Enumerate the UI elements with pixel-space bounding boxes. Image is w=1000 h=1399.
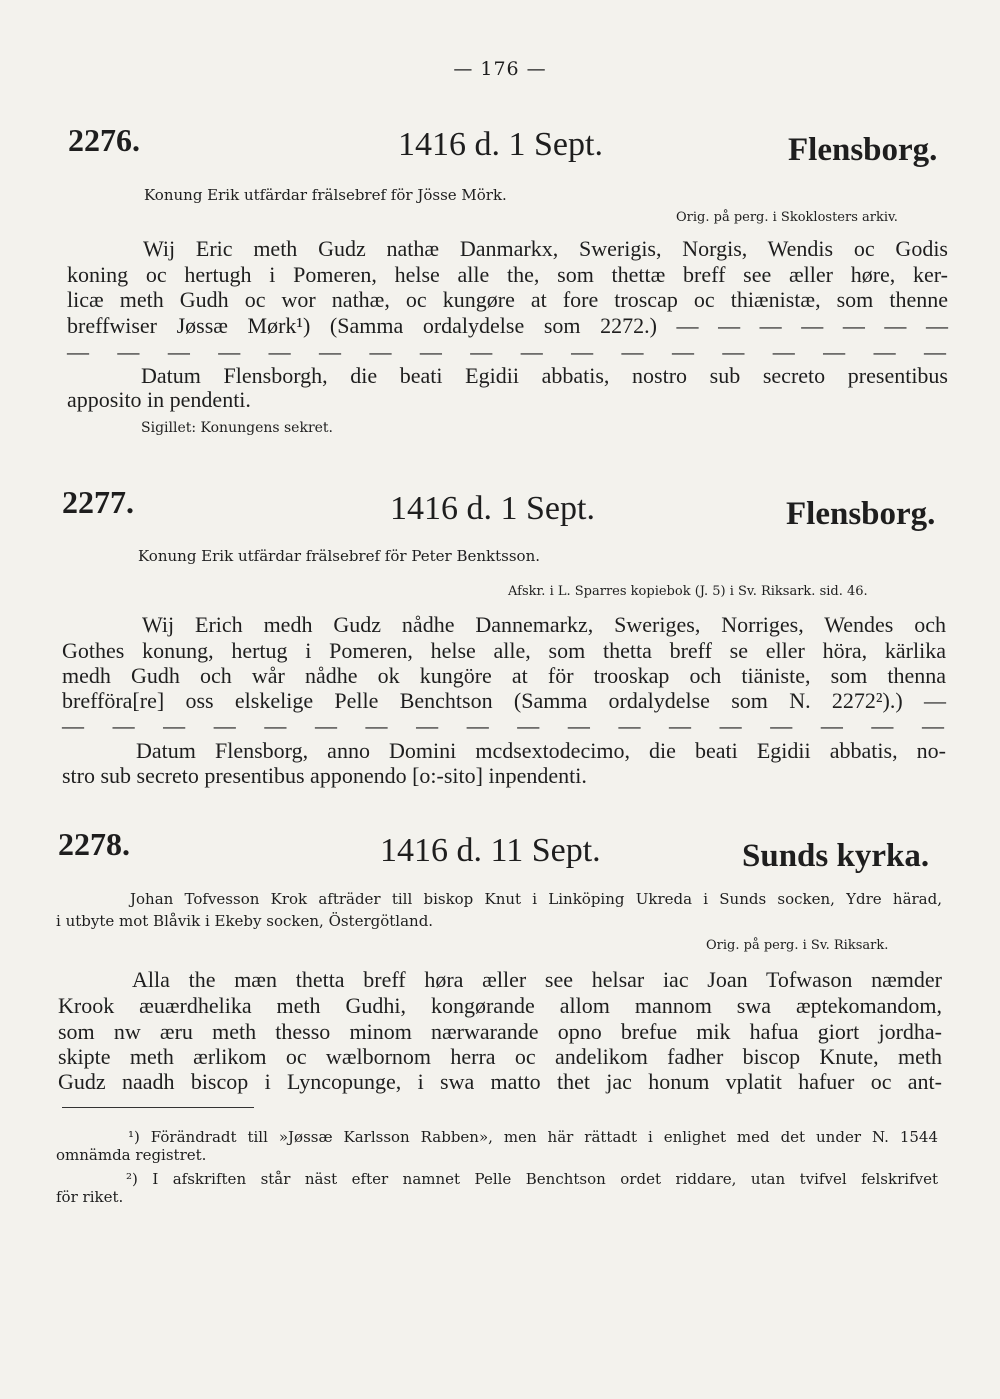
body-line: Datum Flensborg, anno Domini mcdsextodecimo, die beati Egidii abbatis, no- (136, 738, 946, 763)
body-line: apposito in pendenti. (67, 387, 251, 412)
body-line: brefföra[re] oss elskelige Pelle Benchtson (Samma ordalydelse som N. 2272²).) — (62, 688, 946, 713)
entry-date: 1416 d. 1 Sept. (398, 126, 603, 163)
entry-source: Afskr. i L. Sparres kopiebok (J. 5) i Sv. Riksark. sid. 46. (508, 584, 868, 599)
entry-number: 2276. (68, 122, 140, 158)
body-line: breffwiser Jøssæ Mørk¹) (Samma ordalydelse som 2272.) — — — — — — — (67, 313, 948, 338)
body-line: — — — — — — — — — — — — — — — — — — (62, 713, 946, 738)
entry-summary: Konung Erik utfärdar frälsebref för Peter Benktsson. (138, 547, 540, 565)
entry-summary: Konung Erik utfärdar frälsebref för Jösse Mörk. (144, 186, 507, 204)
body-line: Krook æuærdhelika meth Gudhi, kongørande allom mannom swa æptekomandom, (58, 993, 942, 1018)
footnote: ¹) Förändradt till »Jøssæ Karlsson Rabben», men här rättadt i enlighet med det under N. 1544 (128, 1128, 938, 1146)
body-line: Datum Flensborgh, die beati Egidii abbatis, nostro sub secreto presentibus (141, 363, 948, 388)
entry-place: Sunds kyrka. (742, 838, 930, 874)
body-line: — — — — — — — — — — — — — — — — — — (67, 339, 948, 364)
entry-place: Flensborg. (786, 496, 936, 532)
body-line: Wij Erich medh Gudz nådhe Dannemarkz, Sweriges, Norriges, Wendes och (142, 612, 946, 637)
entry-summary: Johan Tofvesson Krok afträder till biskop Knut i Linköping Ukreda i Sunds socken, Ydre härad, (130, 890, 942, 908)
body-line: som nw æru meth thesso minom nærwarande opno brefue mik hafua giort jordha- (58, 1019, 942, 1044)
body-line: stro sub secreto presentibus apponendo [o:-sito] inpendenti. (62, 763, 587, 788)
body-line: skipte meth ærlikom oc wælbornom herra oc andelikom fadher biscop Knute, meth (58, 1044, 942, 1069)
body-line: Wij Eric meth Gudz nathæ Danmarkx, Swerigis, Norgis, Wendis oc Godis (143, 236, 948, 261)
entry-date: 1416 d. 1 Sept. (390, 490, 595, 527)
body-line: Gothes konung, hertug i Pomeren, helse alle, som thetta breff se eller höra, kärlika (62, 638, 946, 663)
entry-date: 1416 d. 11 Sept. (380, 832, 601, 869)
seal-note: Sigillet: Konungens sekret. (141, 420, 334, 436)
page-number: — 176 — (453, 58, 547, 80)
entry-summary: i utbyte mot Blåvik i Ekeby socken, Östergötland. (56, 912, 434, 930)
footnote: för riket. (56, 1188, 124, 1206)
body-line: medh Gudh och wår nådhe ok kungöre at för trooskap och tiäniste, som thenna (62, 663, 946, 688)
body-line: licæ meth Gudh oc wor nathæ, oc kungøre at fore troscap oc thiænistæ, som thenne (67, 287, 948, 312)
body-line: koning oc hertugh i Pomeren, helse alle the, som thettæ breff see æller høre, ker- (67, 262, 948, 287)
footnote-rule (62, 1107, 254, 1108)
entry-number: 2277. (62, 484, 134, 520)
entry-place: Flensborg. (788, 132, 938, 168)
entry-source: Orig. på perg. i Sv. Riksark. (706, 938, 889, 953)
footnote: ²) I afskriften står näst efter namnet Pelle Benchtson ordet riddare, utan tvifvel felskrifvet (126, 1170, 938, 1188)
body-line: Gudz naadh biscop i Lyncopunge, i swa matto thet jac honum vplatit hafuer oc ant- (58, 1069, 942, 1094)
body-line: Alla the mæn thetta breff høra æller see helsar iac Joan Tofwason næmder (132, 967, 942, 992)
entry-number: 2278. (58, 826, 130, 862)
entry-source: Orig. på perg. i Skoklosters arkiv. (676, 210, 898, 225)
footnote: omnämda registret. (56, 1146, 207, 1164)
